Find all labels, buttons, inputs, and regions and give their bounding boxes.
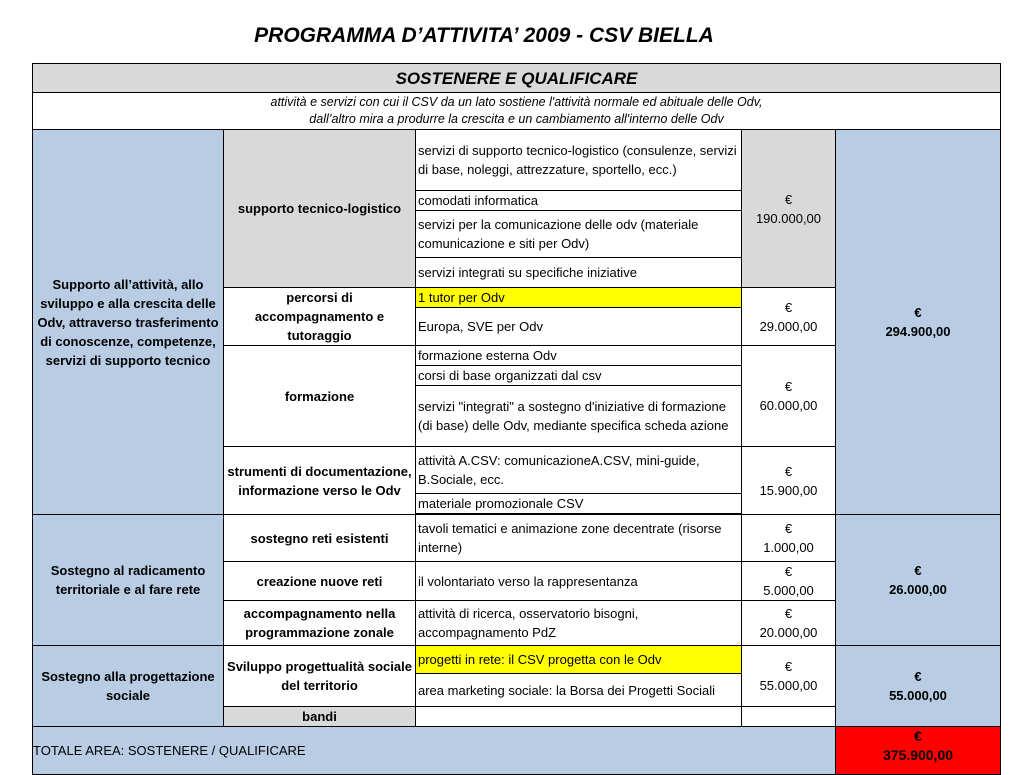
subarea-amount — [742, 130, 836, 288]
amount-value: 15.900,00 — [759, 482, 818, 498]
subarea-label: sostegno reti esistenti — [224, 515, 416, 562]
currency-symbol: € — [914, 669, 922, 684]
section-header: SOSTENERE E QUALIFICARE — [33, 64, 1001, 93]
total-value: 55.000,00 — [889, 688, 947, 703]
subarea-amount — [742, 646, 836, 707]
activity-table — [32, 63, 1001, 775]
item-cell: servizi di supporto tecnico-logistico (consulenze, servizi di base, noleggi, attrezzature, sportello, ecc.) — [416, 130, 742, 191]
currency-symbol: € — [784, 463, 793, 479]
amount-value: 55.000,00 — [759, 678, 818, 693]
grand-total — [836, 727, 1001, 775]
section-intro — [33, 93, 1001, 130]
item-cell: servizi integrati su specifiche iniziative — [416, 258, 742, 288]
currency-symbol: € — [784, 299, 793, 315]
amount-value: 5.000,00 — [763, 583, 814, 598]
intro-line: attività e servizi con cui il CSV da un lato sostiene l'attività normale ed abituale delle Odv, — [270, 95, 763, 109]
subarea-label: percorsi di accompagnamento e tutoraggio — [224, 288, 416, 346]
currency-symbol: € — [914, 305, 922, 320]
subarea-label: bandi — [224, 707, 416, 727]
currency-symbol: € — [914, 728, 922, 744]
currency-symbol: € — [784, 564, 793, 579]
currency-symbol: € — [784, 659, 793, 674]
area-label: Sostegno alla progettazione sociale — [33, 646, 224, 727]
item-cell-highlighted: progetti in rete: il CSV progetta con le Odv — [416, 646, 742, 674]
grand-total-label: TOTALE AREA: SOSTENERE / QUALIFICARE — [33, 727, 836, 775]
area-total — [836, 130, 1001, 515]
subarea-label: creazione nuove reti — [224, 562, 416, 601]
item-cell: il volontariato verso la rappresentanza — [416, 562, 742, 601]
item-cell — [416, 707, 742, 727]
page-title: PROGRAMMA D’ATTIVITA’ 2009 - CSV BIELLA — [254, 24, 714, 47]
item-cell: tavoli tematici e animazione zone decentrate (risorse interne) — [416, 515, 742, 562]
subarea-label: formazione — [224, 346, 416, 447]
amount-value: 190.000,00 — [755, 210, 822, 226]
item-cell: area marketing sociale: la Borsa dei Progetti Sociali — [416, 674, 742, 707]
subarea-amount — [742, 288, 836, 346]
subarea-amount — [742, 515, 836, 562]
currency-symbol: € — [784, 606, 793, 621]
item-cell: attività A.CSV: comunicazioneA.CSV, mini-guide, B.Sociale, ecc. — [416, 447, 742, 494]
currency-symbol: € — [914, 563, 922, 578]
item-cell: comodati informatica — [416, 191, 742, 211]
item-cell: Europa, SVE per Odv — [416, 308, 742, 346]
subarea-amount — [742, 562, 836, 601]
currency-symbol: € — [784, 379, 793, 394]
item-cell: attività di ricerca, osservatorio bisogni, accompagnamento PdZ — [416, 601, 742, 646]
subarea-amount — [742, 447, 836, 515]
item-cell: servizi "integrati" a sostegno d'iniziative di formazione (di base) delle Odv, mediante specifica scheda azione — [416, 386, 742, 447]
area-total — [836, 646, 1001, 727]
area-label: Supporto all’attività, allo sviluppo e alla crescita delle Odv, attraverso trasferimento di conoscenze, competenze, servizi di supporto tecnico — [33, 130, 224, 515]
item-cell: servizi per la comunicazione delle odv (materiale comunicazione e siti per Odv) — [416, 211, 742, 258]
subarea-label: strumenti di documentazione, informazione verso le Odv — [224, 447, 416, 515]
subarea-amount — [742, 707, 836, 727]
total-value: 26.000,00 — [889, 582, 947, 597]
amount-value: 60.000,00 — [759, 398, 818, 413]
subarea-amount — [742, 601, 836, 646]
intro-line: dall’altro mira a produrre la crescita e un cambiamento all'interno delle Odv — [309, 112, 724, 126]
item-cell: materiale promozionale CSV — [416, 494, 742, 514]
area-total — [836, 515, 1001, 646]
amount-value: 1.000,00 — [763, 540, 814, 555]
subarea-label: Sviluppo progettualità sociale del territorio — [224, 646, 416, 707]
subarea-amount — [742, 346, 836, 447]
amount-value: 29.000,00 — [759, 318, 818, 334]
currency-symbol: € — [784, 521, 793, 536]
currency-symbol: € — [784, 191, 793, 207]
grand-total-value: 375.900,00 — [882, 747, 954, 763]
total-value: 294.900,00 — [885, 324, 951, 339]
item-cell: formazione esterna Odv — [416, 346, 742, 366]
item-cell: corsi di base organizzati dal csv — [416, 366, 742, 386]
amount-value: 20.000,00 — [759, 625, 818, 640]
subarea-label: accompagnamento nella programmazione zonale — [224, 601, 416, 646]
area-label: Sostegno al radicamento territoriale e al fare rete — [33, 515, 224, 646]
subarea-label: supporto tecnico-logistico — [224, 130, 416, 288]
item-cell-highlighted: 1 tutor per Odv — [416, 288, 742, 308]
